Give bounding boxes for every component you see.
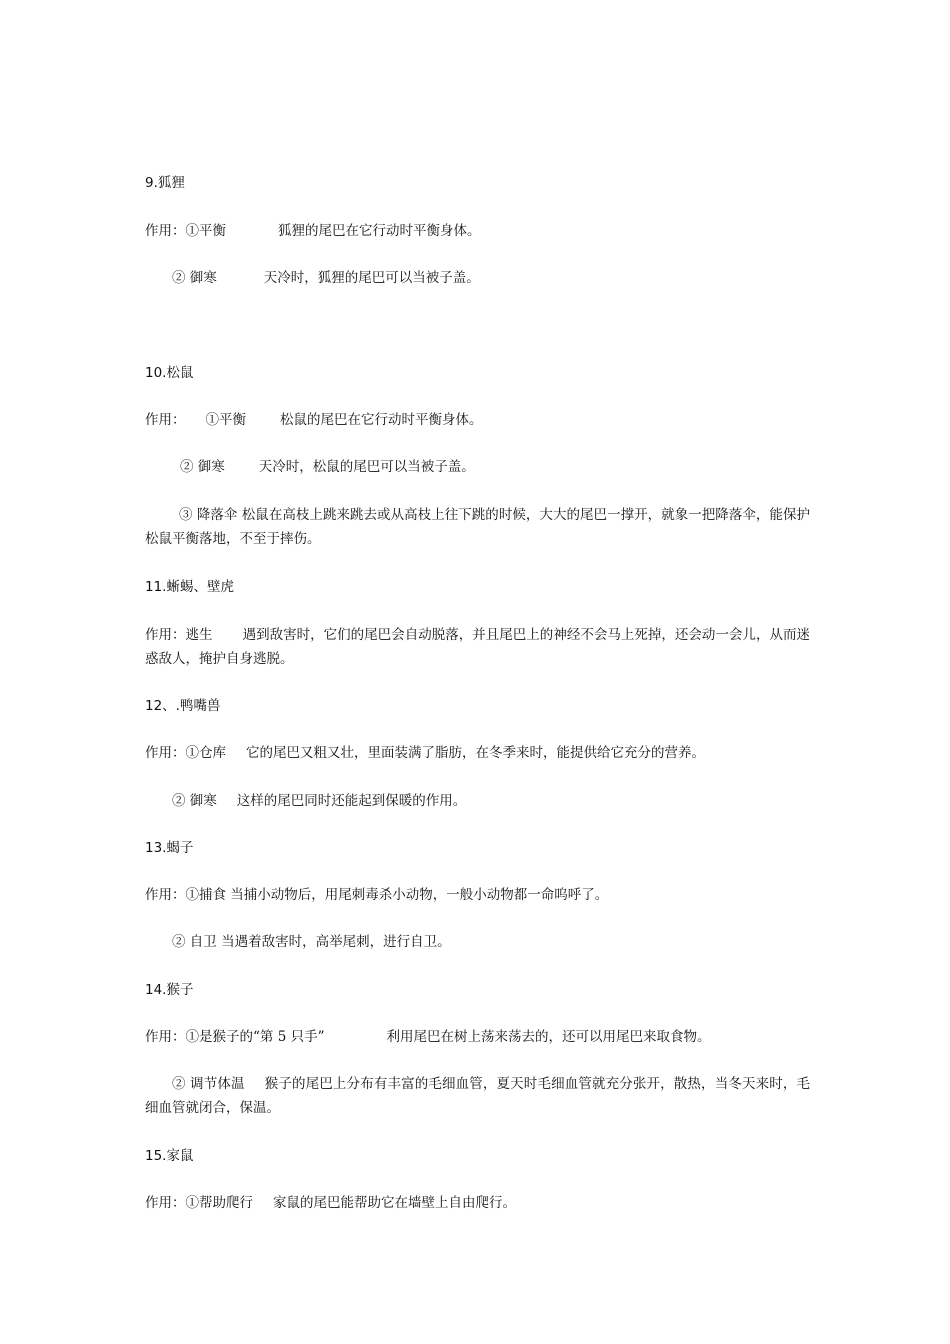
lizard-escape-label: 作用：逃生	[145, 627, 213, 643]
monkey-hand-row	[145, 1025, 810, 1049]
heading-mouse: 15.家鼠	[145, 1148, 194, 1164]
fox-balance-label: 作用：①平衡	[145, 223, 226, 239]
squirrel-warmth-label: ② 御寒	[180, 459, 225, 475]
monkey-temperature-text: 猴子的尾巴上分布有丰富的毛细血管，夏天时毛细血管就充分张开，散热，当冬天来时，毛细血管就闭合，保温。	[145, 1076, 811, 1116]
squirrel-balance-text: 松鼠的尾巴在它行动时平衡身体。	[280, 412, 483, 428]
platypus-storage-text: 它的尾巴又粗又壮，里面装满了脂肪，在冬季来时，能提供给它充分的营养。	[246, 745, 705, 761]
squirrel-warmth-row	[180, 455, 845, 479]
fox-warmth-label: ② 御寒	[172, 270, 217, 286]
platypus-warmth-row	[172, 789, 837, 813]
mouse-climb-label: 作用：①帮助爬行	[145, 1195, 253, 1211]
squirrel-balance-row	[145, 408, 810, 432]
monkey-hand-label: 作用：①是猴子的“第 5 只手”	[145, 1029, 325, 1045]
fox-balance-row	[145, 219, 810, 243]
fox-warmth-row	[172, 266, 837, 290]
mouse-climb-row	[145, 1191, 810, 1215]
scorpion-defense-row: ② 自卫 当遇着敌害时，高举尾刺，进行自卫。	[172, 934, 451, 950]
squirrel-warmth-text: 天冷时，松鼠的尾巴可以当被子盖。	[258, 459, 475, 475]
squirrel-parachute-row: ③ 降落伞 松鼠在高枝上跳来跳去或从高枝上往下跳的时候，大大的尾巴一撑开，就象一把降落伞，能保护松鼠平衡落地，不至于摔伤。	[145, 507, 810, 547]
squirrel-balance-label: ①平衡	[205, 412, 246, 428]
heading-lizard: 11.蜥蜴、壁虎	[145, 579, 234, 595]
heading-platypus: 12、.鸭嘴兽	[145, 698, 221, 714]
heading-squirrel: 10.松鼠	[145, 365, 194, 381]
platypus-warmth-text: 这样的尾巴同时还能起到保暖的作用。	[236, 793, 467, 809]
heading-monkey: 14.猴子	[145, 982, 194, 998]
heading-scorpion: 13.蝎子	[145, 840, 194, 856]
monkey-temperature-label: ② 调节体温	[172, 1076, 245, 1092]
fox-balance-text: 狐狸的尾巴在它行动时平衡身体。	[278, 223, 481, 239]
lizard-escape-row	[145, 623, 810, 671]
platypus-storage-label: 作用：①仓库	[145, 745, 226, 761]
mouse-climb-text: 家鼠的尾巴能帮助它在墙壁上自由爬行。	[273, 1195, 516, 1211]
lizard-escape-text: 遇到敌害时，它们的尾巴会自动脱落，并且尾巴上的神经不会马上死掉，还会动一会儿，从而迷惑敌人，掩护自身逃脱。	[145, 627, 811, 667]
platypus-storage-row	[145, 741, 810, 765]
scorpion-hunting-row: 作用：①捕食 当捕小动物后，用尾刺毒杀小动物，一般小动物都一命呜呼了。	[145, 887, 609, 903]
platypus-warmth-label: ② 御寒	[172, 793, 217, 809]
monkey-hand-text: 利用尾巴在树上荡来荡去的，还可以用尾巴来取食物。	[386, 1029, 711, 1045]
squirrel-balance-prefix: 作用：	[145, 412, 186, 428]
fox-warmth-text: 天冷时，狐狸的尾巴可以当被子盖。	[263, 270, 480, 286]
monkey-temperature-row	[145, 1072, 810, 1120]
heading-fox: 9.狐狸	[145, 175, 185, 191]
